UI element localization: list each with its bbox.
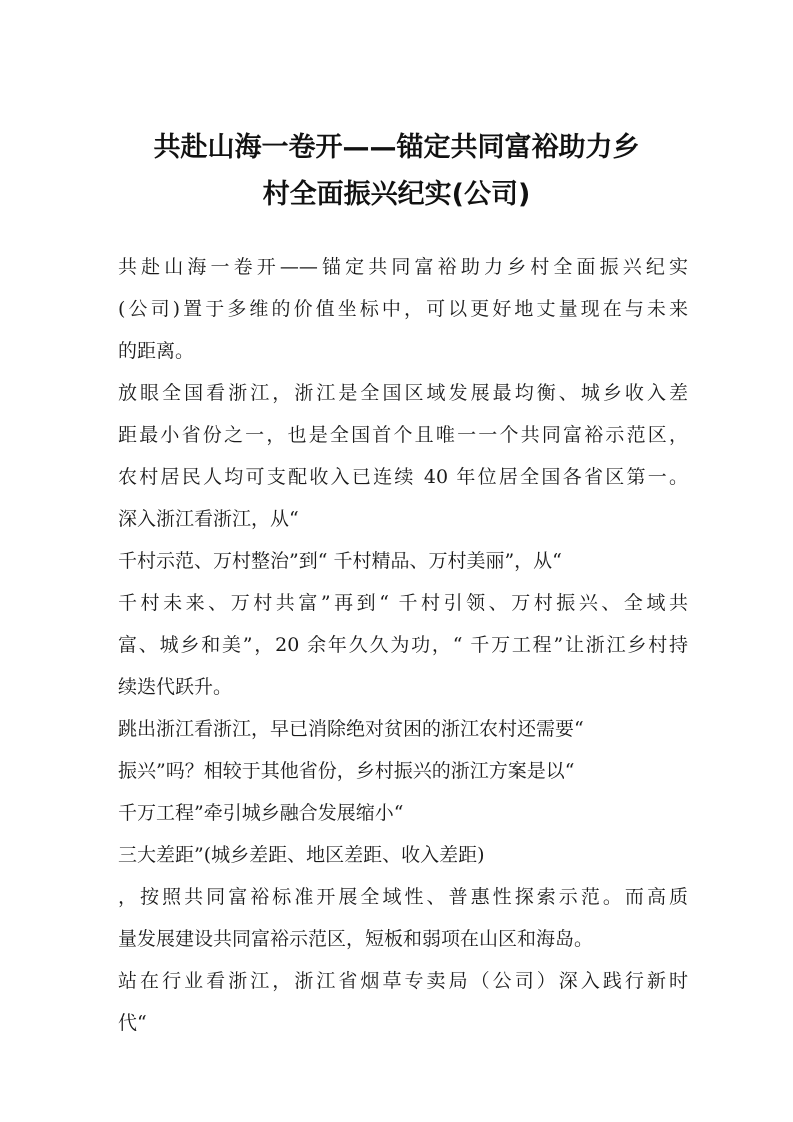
body-line: 跳出浙江看浙江，早已消除绝对贫困的浙江农村还需要“ xyxy=(118,718,584,740)
body-line: 千村示范、万村整治”到“ 千村精品、万村美丽”，从“ xyxy=(118,550,562,572)
body-line: 富、城乡和美”，20 余年久久为功，“ 千万工程”让浙江乡村持 xyxy=(118,634,688,656)
body-line: 站在行业看浙江，浙江省烟草专卖局（公司）深入践行新时 xyxy=(118,970,688,992)
body-line: ，按照共同富裕标准开展全域性、普惠性探索示范。而高质 xyxy=(118,886,688,908)
body-line: 的距离。 xyxy=(118,340,195,362)
document-title xyxy=(0,124,793,218)
body-line: 放眼全国看浙江，浙江是全国区域发展最均衡、城乡收入差 xyxy=(118,382,688,404)
body-line: 千村未来、万村共富”再到“ 千村引领、万村振兴、全域共 xyxy=(118,592,688,614)
title-line-2: 村全面振兴纪实(公司) xyxy=(262,179,531,210)
body-line: 距最小省份之一，也是全国首个且唯一一个共同富裕示范区， xyxy=(118,424,688,446)
body-line: 续迭代跃升。 xyxy=(118,676,233,698)
body-line: 代“ xyxy=(118,1012,147,1034)
body-line: 深入浙江看浙江，从“ xyxy=(118,508,299,530)
body-line: 千万工程”牵引城乡融合发展缩小“ xyxy=(118,802,404,824)
document-body xyxy=(118,246,688,1044)
body-line: 三大差距”(城乡差距、地区差距、收入差距) xyxy=(118,844,485,866)
body-line: 量发展建设共同富裕示范区，短板和弱项在山区和海岛。 xyxy=(118,928,594,950)
body-line: (公司)置于多维的价值坐标中，可以更好地丈量现在与未来 xyxy=(118,298,688,320)
title-line-1: 共赴山海一卷开——锚定共同富裕助力乡 xyxy=(153,132,640,163)
body-line: 共赴山海一卷开——锚定共同富裕助力乡村全面振兴纪实 xyxy=(118,256,688,278)
body-line: 振兴”吗？相较于其他省份，乡村振兴的浙江方案是以“ xyxy=(118,760,575,782)
body-line: 农村居民人均可支配收入已连续 40 年位居全国各省区第一。 xyxy=(118,466,688,488)
